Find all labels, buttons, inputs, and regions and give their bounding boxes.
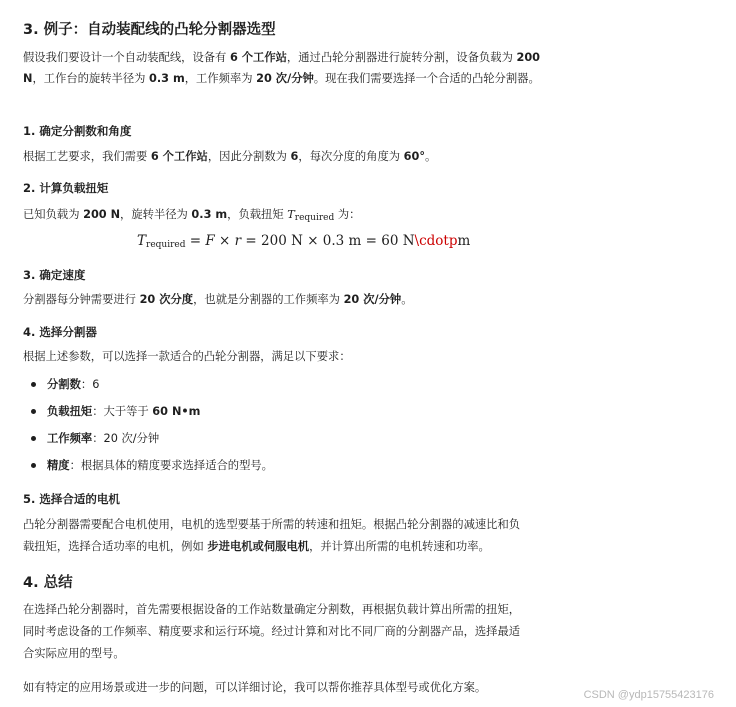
bullet-icon <box>31 409 36 414</box>
list-item: 负载扭矩：大于等于 60 N•m <box>23 401 563 428</box>
step-3-text: 分割器每分钟需要进行 20 次分度，也就是分割器的工作频率为 20 次/分钟。 <box>23 293 413 306</box>
requirements-list <box>23 374 563 482</box>
summary-line-2: 同时考虑设备的工作频率、精度要求和运行环境。经过计算和对比不同厂商的分割器产品，选择最适 <box>23 625 521 638</box>
step-2-heading: 2. 计算负载扭矩 <box>23 181 109 195</box>
step-5-line-2: 载扭矩，选择合适功率的电机，例如 步进电机或伺服电机，并计算出所需的电机转速和功率。 <box>23 540 490 553</box>
csdn-watermark: CSDN @ydp15755423176 <box>583 689 714 701</box>
step-4-intro: 根据上述参数，可以选择一款适合的凸轮分割器，满足以下要求： <box>23 350 351 363</box>
step-2-text: 已知负载为 200 N，旋转半径为 0.3 m，负载扭矩 Trequired 为： <box>23 208 361 223</box>
step-1-heading: 1. 确定分割数和角度 <box>23 124 132 138</box>
step-4-heading: 4. 选择分割器 <box>23 325 97 339</box>
closing-paragraph: 如有特定的应用场景或进一步的问题，可以详细讨论，我可以帮你推荐具体型号或优化方案。 <box>23 681 487 694</box>
list-item: 工作频率：20 次/分钟 <box>23 428 563 455</box>
bullet-icon <box>31 436 36 441</box>
list-item: 精度：根据具体的精度要求选择适合的型号。 <box>23 455 563 482</box>
intro-paragraph: 假设我们要设计一个自动装配线，设备有 6 个工作站，通过凸轮分割器进行旋转分割，设备负载为 200 N，工作台的旋转半径为 0.3 m，工作频率为 20 次/分钟。现在我们需要选择一个合适的凸轮分割器。 <box>23 51 541 85</box>
summary-line-1: 在选择凸轮分割器时，首先需要根据设备的工作站数量确定分割数，再根据负载计算出所需的扭矩， <box>23 603 521 616</box>
latex-error-cdotp: \cdotp <box>414 233 458 249</box>
step-5-line-1: 凸轮分割器需要配合电机使用，电机的选型要基于所需的转速和扭矩。根据凸轮分割器的减速比和负 <box>23 518 521 531</box>
list-item: 分割数：6 <box>23 374 563 401</box>
bullet-icon <box>31 463 36 468</box>
summary-line-3: 合实际应用的型号。 <box>23 647 125 660</box>
step-5-heading: 5. 选择合适的电机 <box>23 492 120 506</box>
step-1-text: 根据工艺要求，我们需要 6 个工作站，因此分割数为 6，每次分度的角度为 60°。 <box>23 150 437 163</box>
bullet-icon <box>31 382 36 387</box>
section-4-heading: 4. 总结 <box>23 575 73 591</box>
section-3-heading: 3. 例子：自动装配线的凸轮分割器选型 <box>23 22 276 38</box>
step-3-heading: 3. 确定速度 <box>23 268 86 282</box>
torque-formula: Trequired = F × r = 200 N × 0.3 m = 60 N\cdotpm <box>137 233 471 250</box>
